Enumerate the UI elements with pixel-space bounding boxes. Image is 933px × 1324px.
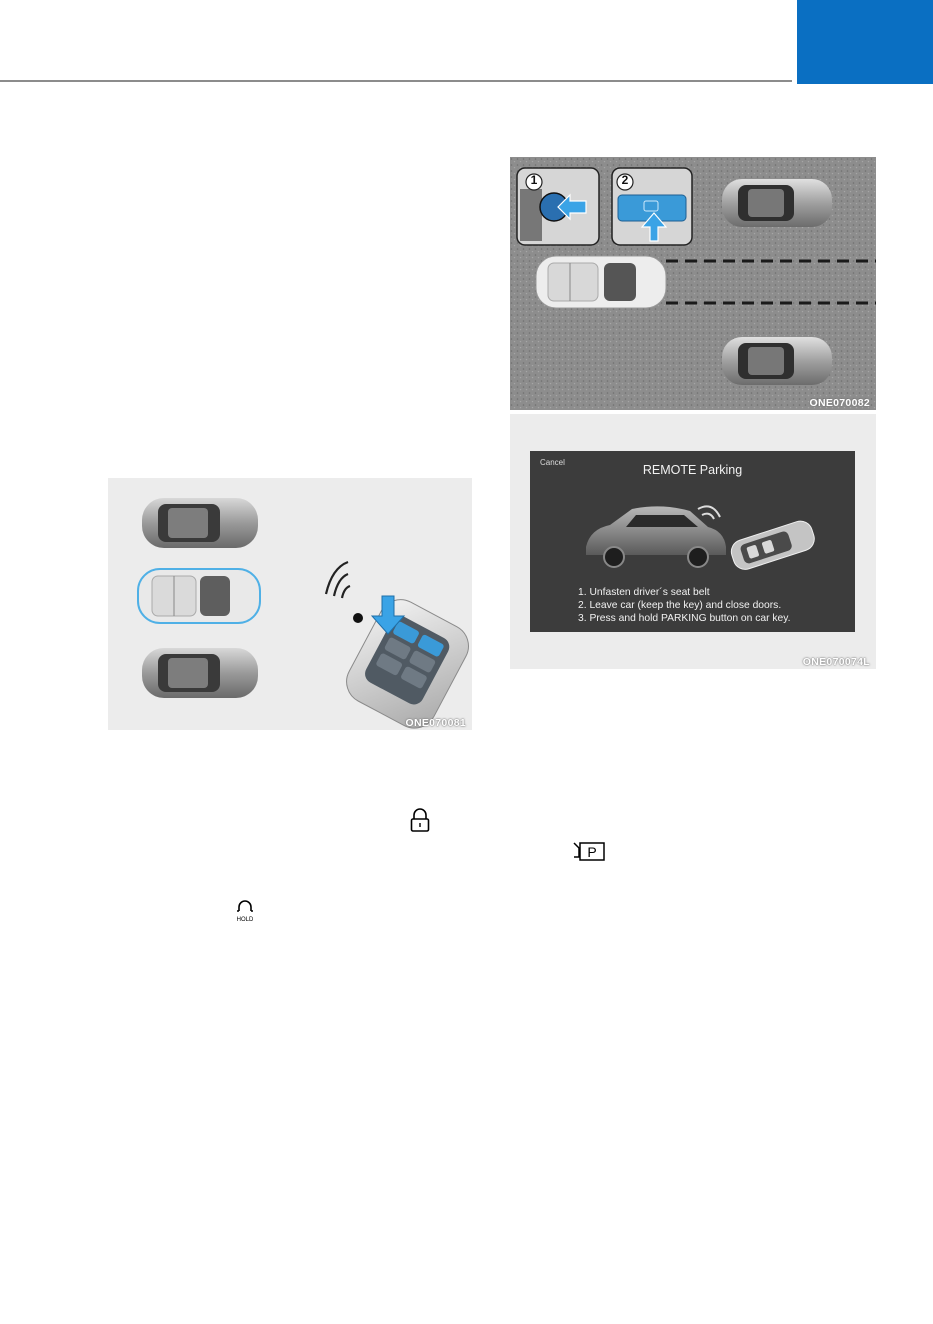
parked-car-bottom [722, 337, 832, 385]
figure-parking-fob [108, 478, 472, 730]
car-top-2-highlighted [138, 569, 260, 623]
figure-code: ONE070074L [802, 656, 870, 668]
car-and-key-illustration [580, 495, 820, 579]
screen-title: REMOTE Parking [642, 463, 743, 477]
infotainment-screen [530, 451, 855, 632]
instruction-step: 3. Press and hold PARKING button on car key. [578, 613, 791, 624]
figure-code: ONE070082 [809, 397, 870, 409]
header-rule [0, 80, 792, 82]
car-top-3 [142, 648, 258, 698]
auto-hold-icon [233, 898, 257, 929]
car-top-1 [142, 498, 258, 548]
lock-icon [409, 808, 431, 837]
parking-fob-illustration [108, 478, 472, 730]
key-fob-icon [326, 562, 472, 730]
figure-remote-parking-screen [510, 414, 876, 669]
screen-cancel-label: Cancel [540, 458, 565, 467]
step-number-1: 1 [530, 173, 538, 187]
figure-code: ONE070081 [405, 717, 466, 729]
parking-letter: P [587, 844, 597, 860]
parked-car-top [722, 179, 832, 227]
step-number-2: 2 [621, 173, 629, 187]
instruction-step: 1. Unfasten driver´s seat belt [578, 587, 710, 598]
hold-label: HOLD [236, 917, 254, 923]
instruction-step: 2. Leave car (keep the key) and close doors. [578, 600, 782, 611]
parking-procedure-illustration [510, 157, 876, 410]
vehicle-being-parked [536, 256, 666, 308]
figure-parking-procedure [510, 157, 876, 410]
chapter-tab [797, 0, 933, 84]
screen-instructions [578, 586, 791, 625]
parking-assist-icon [572, 840, 606, 867]
